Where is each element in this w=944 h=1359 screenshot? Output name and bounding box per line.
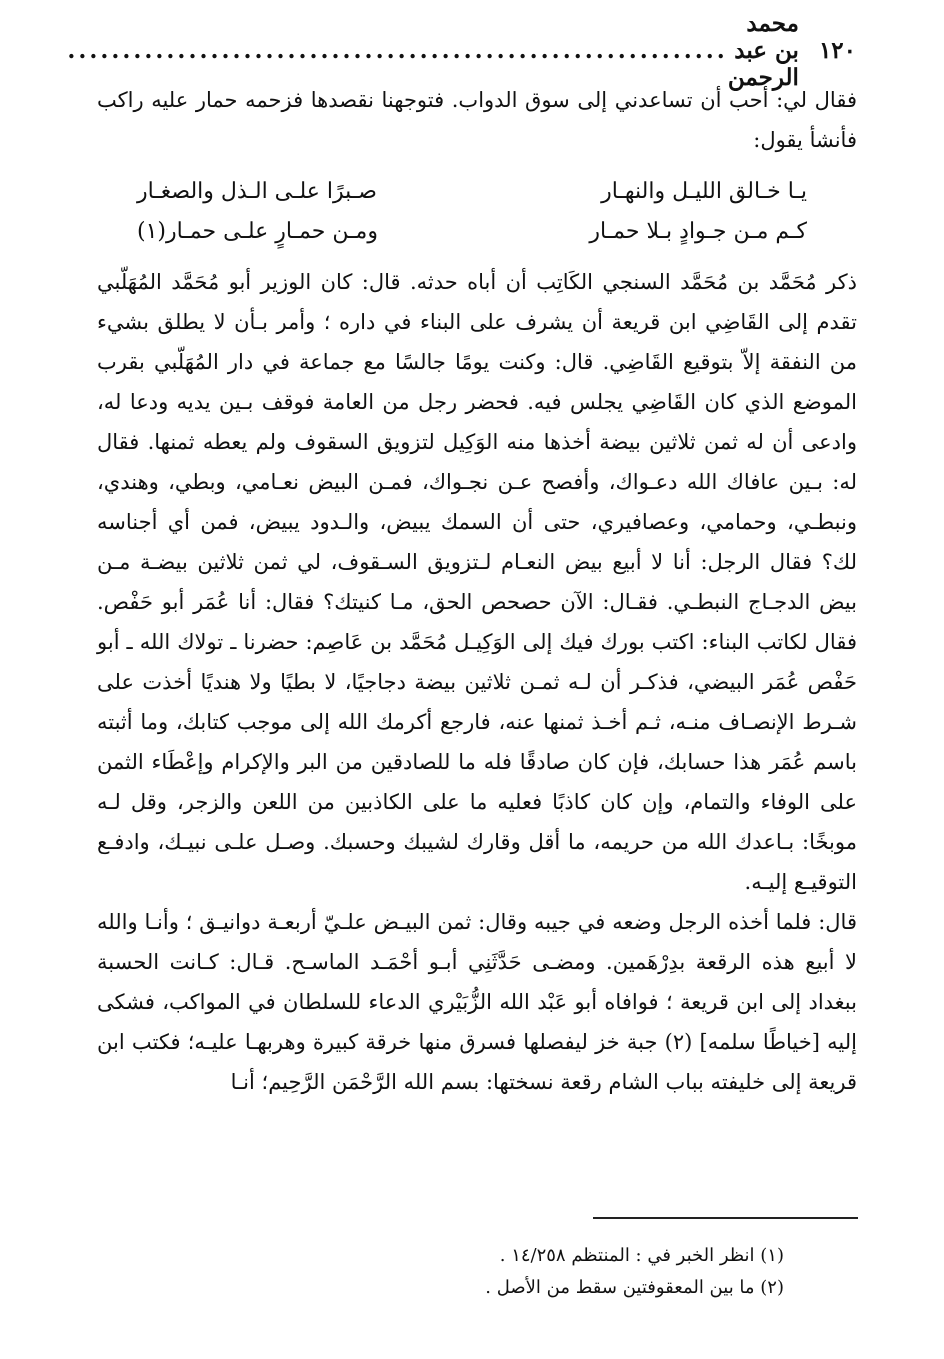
body-paragraph: قال: فلما أخذه الرجل وضعه في جيبه وقال: ثمن البيـض علـيّ أربعـة دوانيـق ؛ وأنـا والله لا أبيع هذه الرقعة بدِرْهَمين. ومضـى حَدَّثَنِي أبـو أحْمَـد الماسـح. قـال: كـانت الحسبة ببغداد إلى ابن قريعة ؛ فوافاه أبو عَبْد الله الزُّبَيْري الدعاء للسلطان في المواكب، فشكى إليه [خياطًا سلمه] (٢) جبة خز ليفصلها فسرق منها خرقة كبيرة وهربهـا عليـه؛ فكتب ابن قريعة إلى خليفته بباب الشام رقعة نسختها: بسم الله الرَّحْمَن الرَّحِيم؛ أنـا — [97, 910, 857, 1094]
header-leader-dots: ............................................................ — [67, 36, 728, 64]
running-title: محمد بن عبد الرحمن — [727, 9, 799, 91]
main-text — [97, 80, 857, 1102]
poem — [97, 172, 857, 252]
intro-paragraph: فقال لي: أحب أن تساعدني إلى سوق الدواب. فتوجهنا نقصدها فزحمه حمار عليه راكب فأنشأ يقول: — [97, 88, 857, 152]
poem-verse — [97, 172, 857, 212]
footnote: (١) انظر الخبر في : المنتظم ١٤/٢٥٨ . — [499, 1245, 784, 1266]
poem-hemistich-second: ومـن حمـارٍ علـى حمـار(١) — [137, 219, 378, 244]
page-header — [67, 9, 856, 91]
poem-hemistich-first: كـم مـن جـوادٍ بـلا حمـار — [589, 219, 807, 244]
body-paragraph: ذكر مُحَمَّد بن مُحَمَّد السنجي الكَاتِب أن أباه حدثه. قال: كان الوزير أبو مُحَمَّد المُهَلّبي تقدم إلى القَاضِي ابن قريعة أن يشرف على البناء في داره ؛ وأمر بـأن لا يطلق بشيء من النفقة إلاّ بتوقيع القَاضِي. قال: وكنت يومًا جالسًا مع جماعة في دار المُهَلّبي بقرب الموضع الذي كان القَاضِي يجلس فيه. فحضر رجل من العامة فوقف بـين يديه ودعا له، وادعى أن له ثمن ثلاثين بيضة أخذها منه الوَكِيل لتزويق السقوف ولم يعطه ثمنها. فقال له: بـين عافاك الله دعـواك، وأفصح عـن نجـواك، فمـن البيض نعـامي، وبطي، وهندي، ونبطـي، وحمامي، وعصافيري، حتى أن السمك يبيض، والـدود يبيض، فمن أي أجناسه لك؟ فقال الرجل: أنا لا أبيع بيض النعـام لـتزويق السـقوف، لي ثمن ثلاثين بيضـة مـن بيض الدجـاج النبطـي. فقـال: الآن حصحص الحق، مـا كنيتك؟ فقال: أنا عُمَر أبو حَفْص. فقال لكاتب البناء: اكتب بورك فيك إلى الوَكِيـل مُحَمَّد بن عَاصِم: حضرنا ـ تولاك الله ـ أبو حَفْص عُمَر البيضي، فذكـر أن لـه ثمـن ثلاثين بيضة دجاجيًا، لا بطيًا ولا هنديًا أخذت على شـرط الإنصـاف منـه، ثـم أخـذ ثمنها عنه، فارجع أكرمك الله إلى موجب كتابك، وما أثبته باسم عُمَر هذا حسابك، فإن كان صادقًا فله ما للصادقين من البر والإكرام وإعْطَاء الثمن على الوفاء والتمام، وإن كان كاذبًا فعليه ما على الكاذبين من اللعن والزجر، وقل لـه موبخًا: بـاعدك الله من حريمه، ما أقل وقارك لشيبك وحسبك. وصـل علـى نبيـك، وادفـع التوقيـع إليـه. — [97, 270, 857, 894]
page-number: ١٢٠ — [818, 36, 856, 64]
poem-hemistich-second: صـبرًا علـى الـذل والصغـار — [137, 179, 377, 204]
poem-verse — [97, 212, 857, 252]
footnotes — [144, 1240, 784, 1304]
footnote-separator — [593, 1217, 858, 1219]
footnote: (٢) ما بين المعقوفتين سقط من الأصل . — [485, 1277, 784, 1298]
poem-hemistich-first: يـا خـالق الليـل والنهـار — [601, 179, 807, 204]
